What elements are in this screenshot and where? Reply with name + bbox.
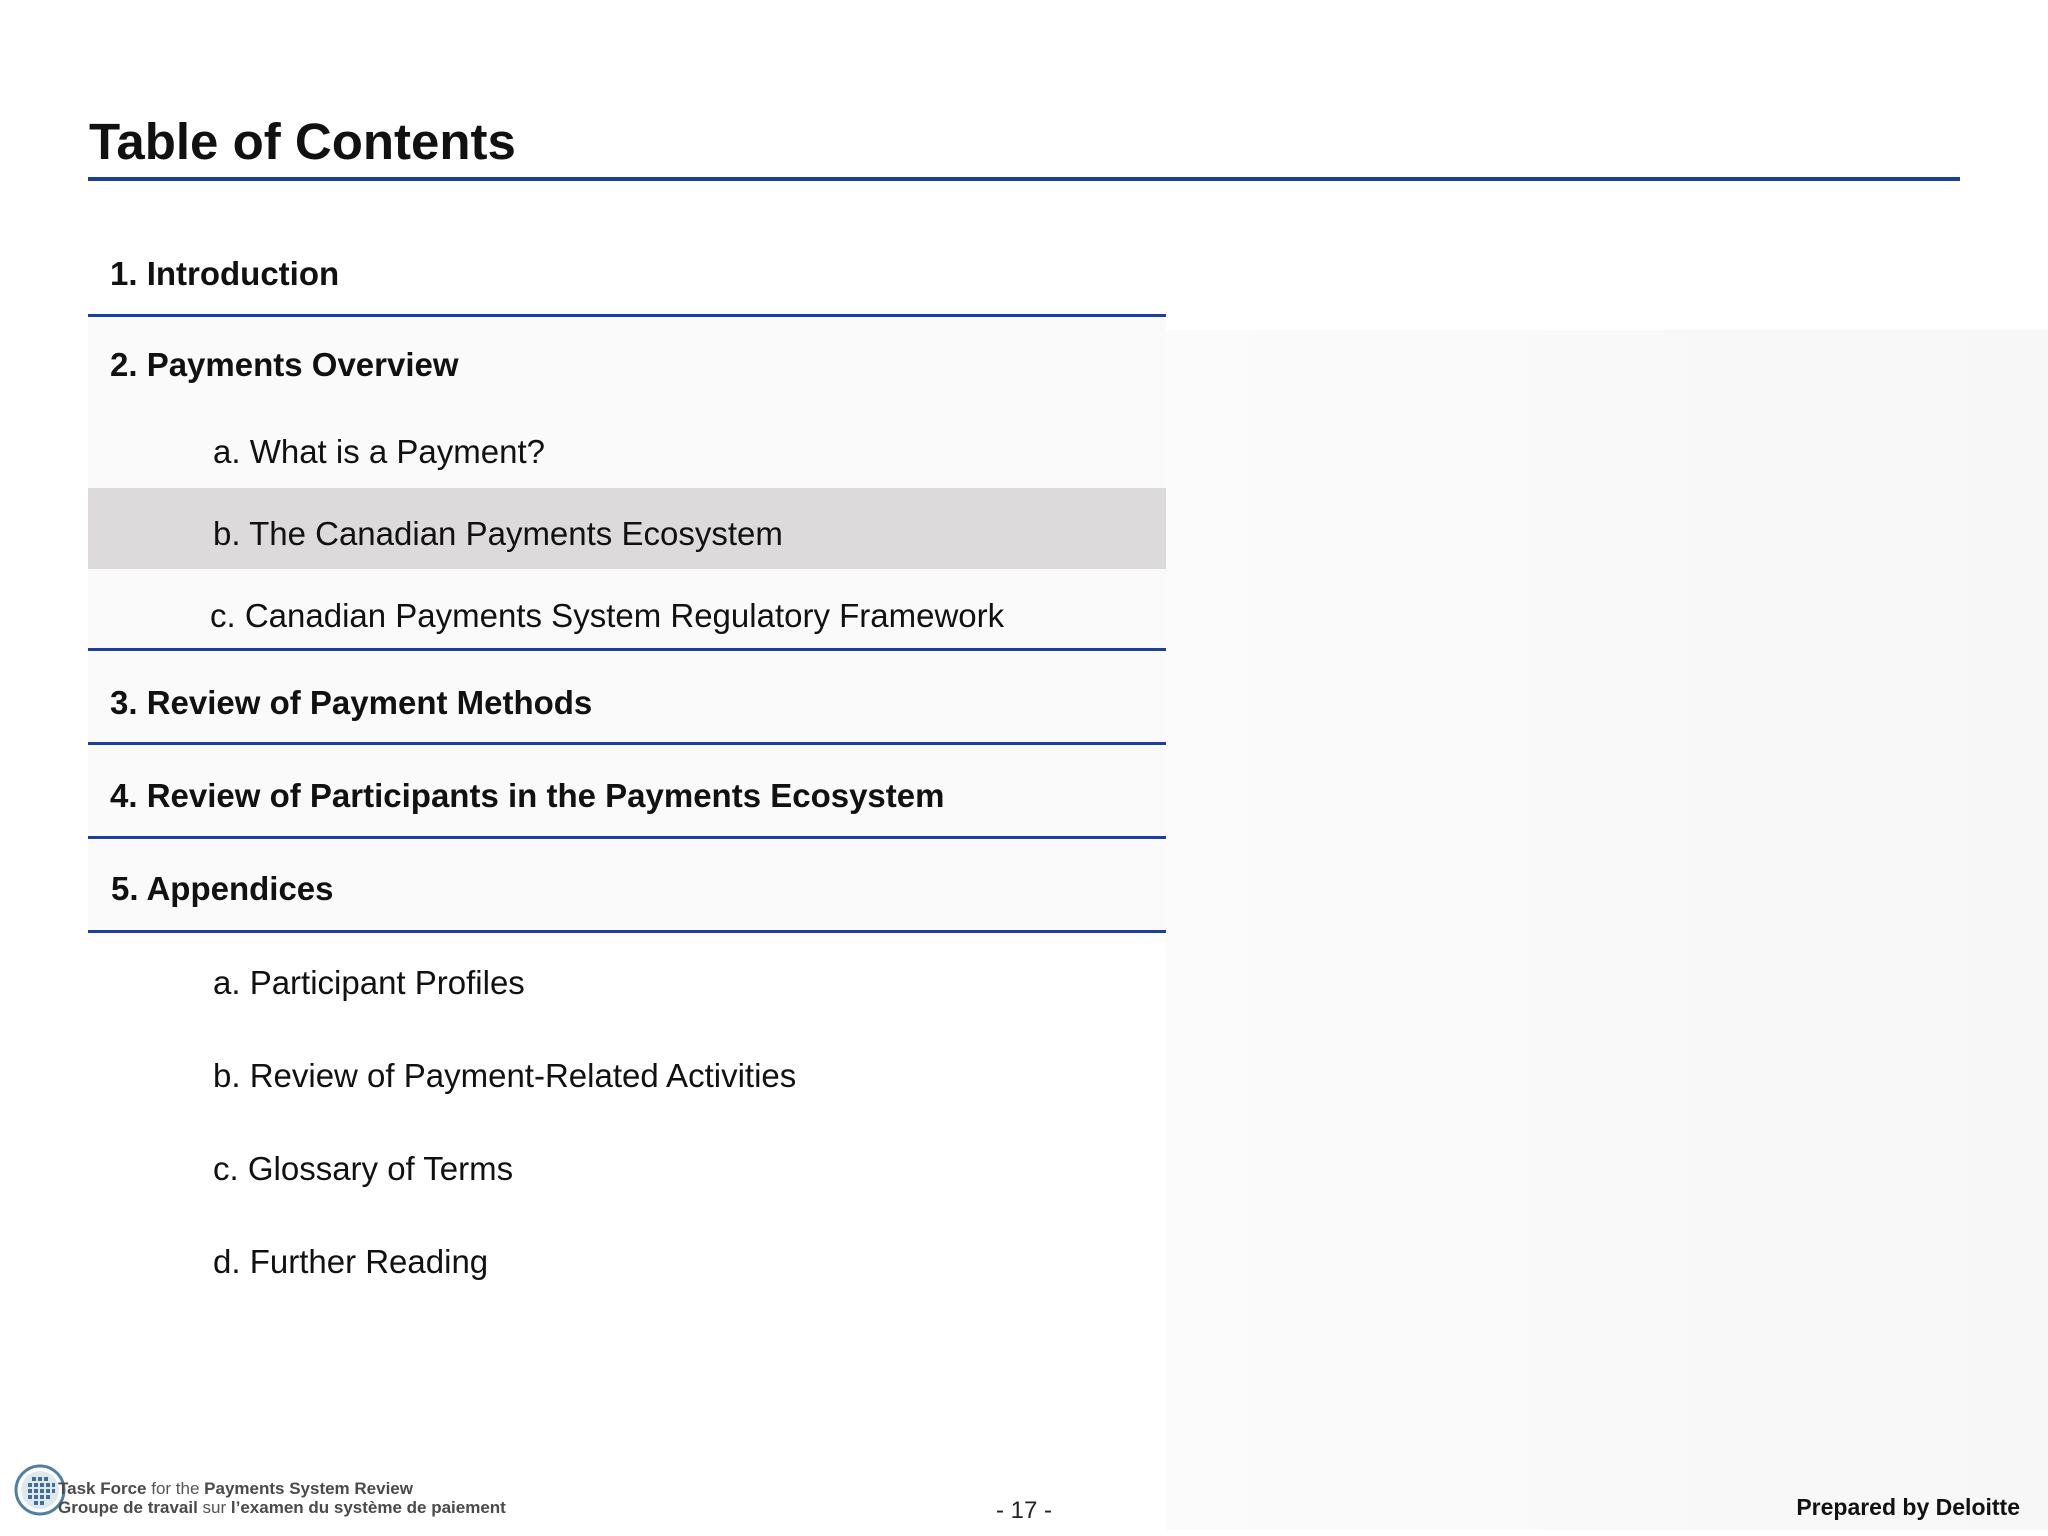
toc-subitem-label: d. Further Reading [213,1243,489,1280]
toc-subitem-label: c. Canadian Payments System Regulatory Framework [210,597,1005,634]
section-rule [88,742,1166,745]
logo-text-part: l’examen du système de paiement [230,1498,506,1517]
page-title: Table of Contents [89,113,516,170]
section-rule [88,836,1166,839]
title-rule [88,177,1960,181]
logo-text-part: Groupe de travail [58,1498,198,1517]
logo-text-part: sur [197,1498,231,1517]
section-rule [88,314,1166,317]
toc-section-label: 2. Payments Overview [110,346,459,383]
toc-section-label: 5. Appendices [111,870,334,907]
logo-text-part: for the [146,1479,205,1498]
background-panel [1166,330,2048,1530]
toc-section-label: 1. Introduction [110,255,340,292]
toc-subitem-label: b. The Canadian Payments Ecosystem [213,515,783,552]
prepared-by: Prepared by Deloitte [1796,1494,2020,1520]
section-rule [88,648,1166,651]
toc-section-label: 3. Review of Payment Methods [110,684,593,721]
toc-subitem-label: c. Glossary of Terms [213,1150,514,1187]
toc-section-label: 4. Review of Participants in the Payments Ecosystem [110,777,945,814]
logo-text-part: Payments System Review [204,1479,413,1498]
page-number: - 17 - [995,1497,1052,1524]
toc-subitem-label: a. What is a Payment? [213,433,545,470]
toc-subitem-label: a. Participant Profiles [213,964,525,1001]
logo-text-part: Task Force [58,1479,147,1498]
section-rule [88,930,1166,933]
toc-subitem-label: b. Review of Payment-Related Activities [213,1057,797,1094]
logo-text-english [58,1479,413,1499]
